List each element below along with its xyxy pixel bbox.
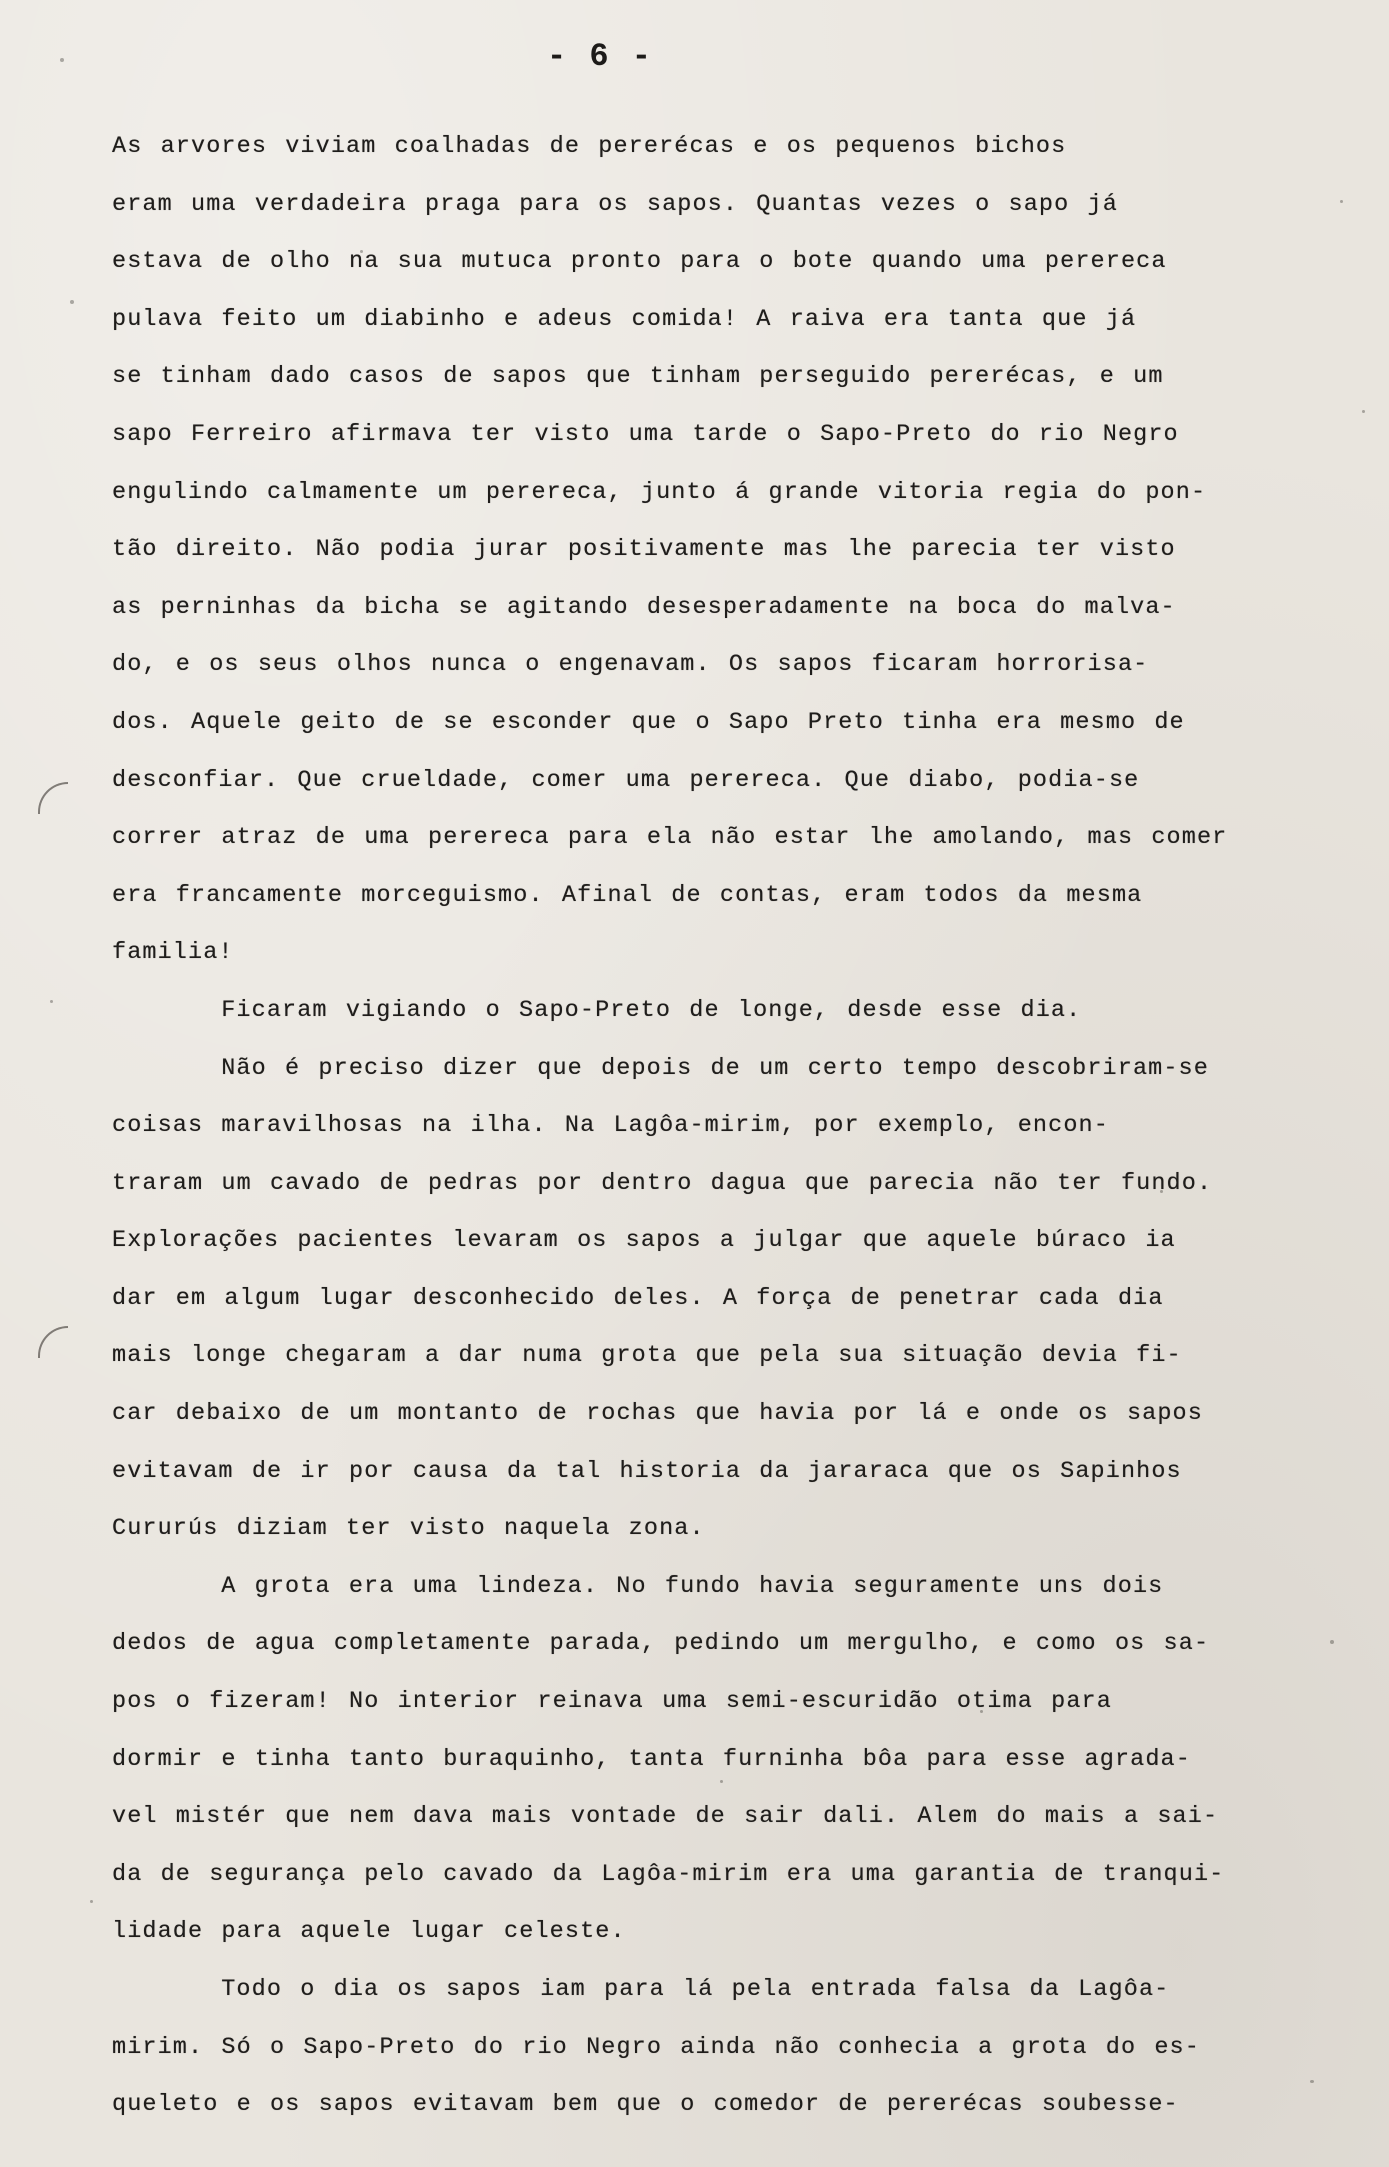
ink-speck (1330, 1640, 1334, 1644)
text-line: se tinham dado casos de sapos que tinham perseguido pererécas, e um (112, 363, 1164, 391)
text-line: pos o fizeram! No interior reinava uma semi-escuridão otima para (112, 1688, 1112, 1716)
text-line: lidade para aquele lugar celeste. (112, 1918, 626, 1946)
text-line: dedos de agua completamente parada, pedindo um mergulho, e como os sa- (112, 1630, 1210, 1658)
text-line: tão direito. Não podia jurar positivamente mas lhe parecia ter visto (112, 536, 1176, 564)
text-line: sapo Ferreiro afirmava ter visto uma tarde o Sapo-Preto do rio Negro (112, 420, 1179, 448)
ink-speck (1340, 200, 1343, 203)
ink-speck (1310, 2080, 1314, 2083)
text-line: traram um cavado de pedras por dentro dagua que parecia não ter fundo. (112, 1169, 1213, 1197)
text-line: Não é preciso dizer que depois de um certo tempo descobriram-se (112, 1054, 1209, 1082)
text-line: eram uma verdadeira praga para os sapos. Quantas vezes o sapo já (112, 190, 1118, 218)
text-line: pulava feito um diabinho e adeus comida! A raiva era tanta que já (112, 305, 1137, 333)
ink-speck (50, 1000, 53, 1003)
text-line: correr atraz de uma perereca para ela não estar lhe amolando, mas comer (112, 824, 1228, 852)
ink-speck (60, 58, 64, 62)
ink-speck (980, 1710, 983, 1713)
text-line: as perninhas da bicha se agitando desesperadamente na boca do malva- (112, 593, 1176, 621)
page-number: - 6 - (546, 38, 653, 75)
text-line: engulindo calmamente um perereca, junto á grande vitoria regia do pon- (112, 478, 1207, 506)
ink-speck (360, 250, 363, 253)
text-line: vel mistér que nem dava mais vontade de sair dali. Alem do mais a sai- (112, 1803, 1219, 1831)
text-line: Todo o dia os sapos iam para lá pela entrada falsa da Lagôa- (112, 1976, 1170, 2003)
ink-speck (90, 1900, 93, 1903)
text-line: era francamente morceguismo. Afinal de contas, eram todos da mesma (112, 881, 1143, 909)
text-line: Ficaram vigiando o Sapo-Preto de longe, desde esse dia. (112, 996, 1082, 1024)
text-line: desconfiar. Que crueldade, comer uma perereca. Que diabo, podia-se (112, 766, 1140, 794)
text-line: dar em algum lugar desconhecido deles. A força de penetrar cada dia (112, 1284, 1164, 1312)
ink-speck (70, 300, 74, 304)
ink-speck (720, 1780, 723, 1783)
text-line: A grota era uma lindeza. No fundo havia seguramente uns dois (112, 1572, 1164, 1600)
text-line: coisas maravilhosas na ilha. Na Lagôa-mirim, por exemplo, encon- (112, 1112, 1109, 1140)
ink-speck (1160, 1190, 1163, 1193)
text-line: As arvores viviam coalhadas de pererécas e os pequenos bichos (112, 133, 1067, 160)
text-line: car debaixo de um montanto de rochas que havia por lá e onde os sapos (112, 1400, 1203, 1428)
text-line: Explorações pacientes levaram os sapos a julgar que aquele búraco ia (112, 1227, 1176, 1255)
text-line: queleto e os sapos evitavam bem que o comedor de pererécas soubesse- (112, 2091, 1179, 2119)
text-line: dormir e tinha tanto buraquinho, tanta furninha bôa para esse agrada- (112, 1745, 1191, 1773)
text-line: da de segurança pelo cavado da Lagôa-mirim era uma garantia de tranqui- (112, 1860, 1225, 1888)
margin-mark (38, 782, 68, 814)
margin-mark (38, 1326, 68, 1358)
ink-speck (1362, 410, 1365, 413)
text-line: mirim. Só o Sapo-Preto do rio Negro ainda não conhecia a grota do es- (112, 2033, 1200, 2061)
text-line: mais longe chegaram a dar numa grota que pela sua situação devia fi- (112, 1342, 1182, 1370)
text-line: familia! (112, 939, 234, 967)
text-line: evitavam de ir por causa da tal historia da jararaca que os Sapinhos (112, 1457, 1182, 1485)
typewritten-text (112, 118, 1352, 2134)
text-line: dos. Aquele geito de se esconder que o Sapo Preto tinha era mesmo de (112, 708, 1185, 736)
text-line: do, e os seus olhos nunca o engenavam. Os sapos ficaram horrorisa- (112, 651, 1149, 679)
text-line: Cururús diziam ter visto naquela zona. (112, 1515, 705, 1543)
text-line: estava de olho na sua mutuca pronto para o bote quando uma perereca (112, 248, 1167, 276)
